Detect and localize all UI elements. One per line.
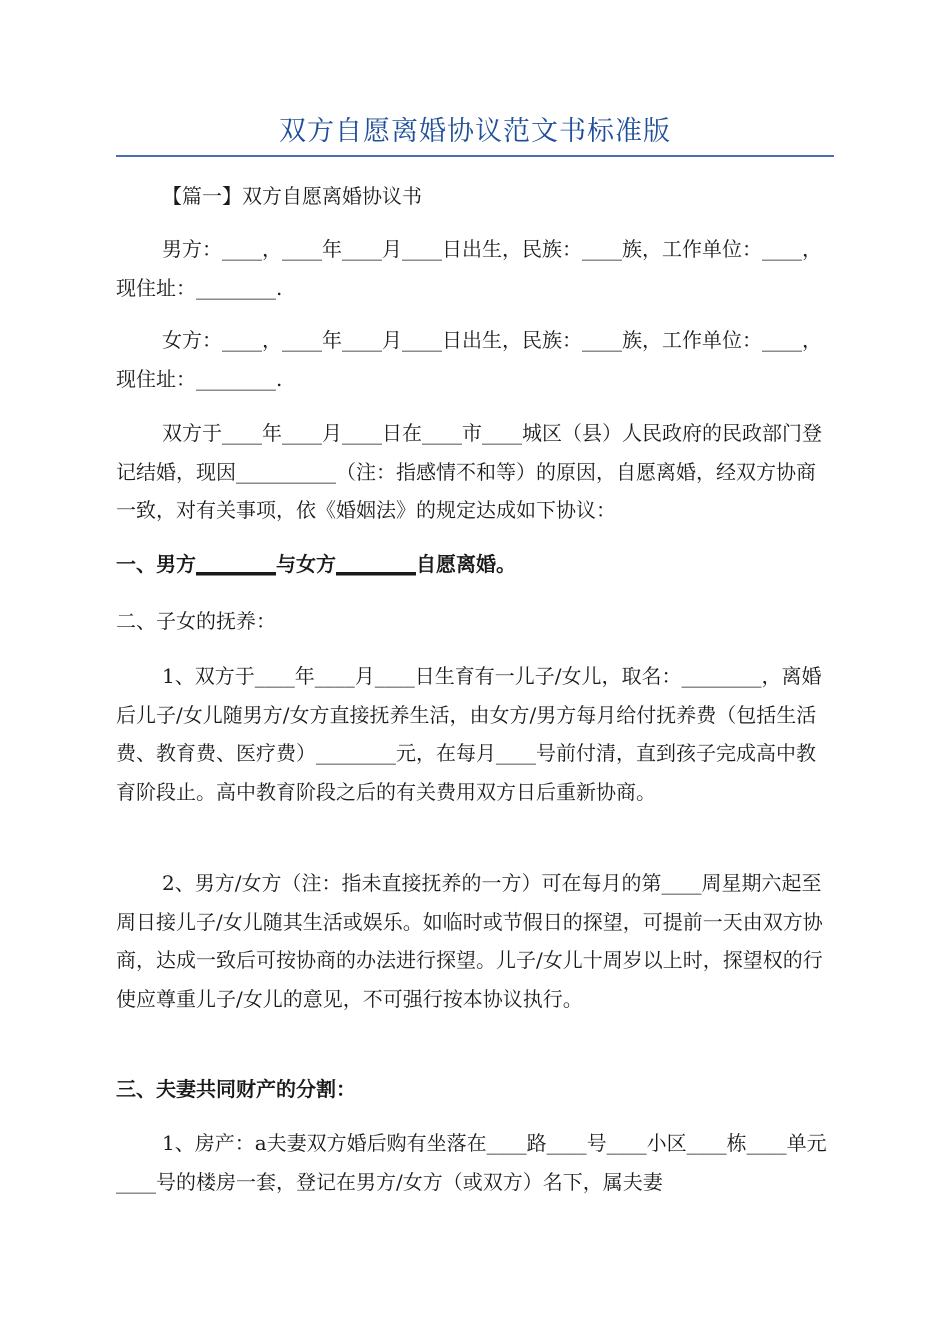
clause-2-item-1: 1、双方于____年____月____日生育有一儿子/女儿，取名：________，离婚后儿子/女儿随男方/女方直接抚养生活，由女方/男方每月给付抚养费（包括生活费、教育费、医疗费）________元，在每月____号前付清，直到孩子完成高中教育阶段止。高中教育阶段之后的有关费用双方日后重新协商。 <box>116 664 822 804</box>
clause-1-suffix: 自愿离婚。 <box>416 552 516 576</box>
clause-2-item-2: 2、男方/女方（注：指未直接抚养的一方）可在每月的第____周星期六起至周日接儿子/女儿随其生活或娱乐。如临时或节假日的探望，可提前一天由双方协商，达成一致后可按协商的办法进行探望。儿子/女儿十周岁以上时，探望权的行使应尊重儿子/女儿的意见，不可强行按本协议执行。 <box>116 871 823 1011</box>
clause-1-prefix: 一、男方 <box>116 552 196 576</box>
clause-3-item-1: 1、房产：a夫妻双方婚后购有坐落在____路____号____小区____栋____单元____号的楼房一套，登记在男方/女方（或双方）名下，属夫妻 <box>116 1131 827 1194</box>
male-info-paragraph: 男方：____，____年____月____日出生，民族：____族，工作单位：____，现住址：________. <box>116 237 822 300</box>
clause-1-blank-female: ________ <box>336 552 416 576</box>
document-title: 双方自愿离婚协议范文书标准版 <box>279 116 671 147</box>
clause-2-heading: 二、子女的抚养： <box>116 609 276 633</box>
title-underline <box>116 155 834 157</box>
clause-3-heading: 三、夫妻共同财产的分割： <box>116 1077 356 1101</box>
female-info-paragraph: 女方：____，____年____月____日出生，民族：____族，工作单位：____，现住址：________. <box>116 328 822 391</box>
section-heading: 【篇一】双方自愿离婚协议书 <box>162 184 422 208</box>
clause-1-heading <box>116 545 834 584</box>
clause-1-middle: 与女方 <box>276 552 336 576</box>
intro-paragraph: 双方于____年____月____日在____市____城区（县）人民政府的民政部门登记结婚，现因__________（注：指感情不和等）的原因，自愿离婚，经双方协商一致，对有关事项，依《婚姻法》的规定达成如下协议： <box>116 421 822 522</box>
clause-1-blank-male: ________ <box>196 552 276 576</box>
